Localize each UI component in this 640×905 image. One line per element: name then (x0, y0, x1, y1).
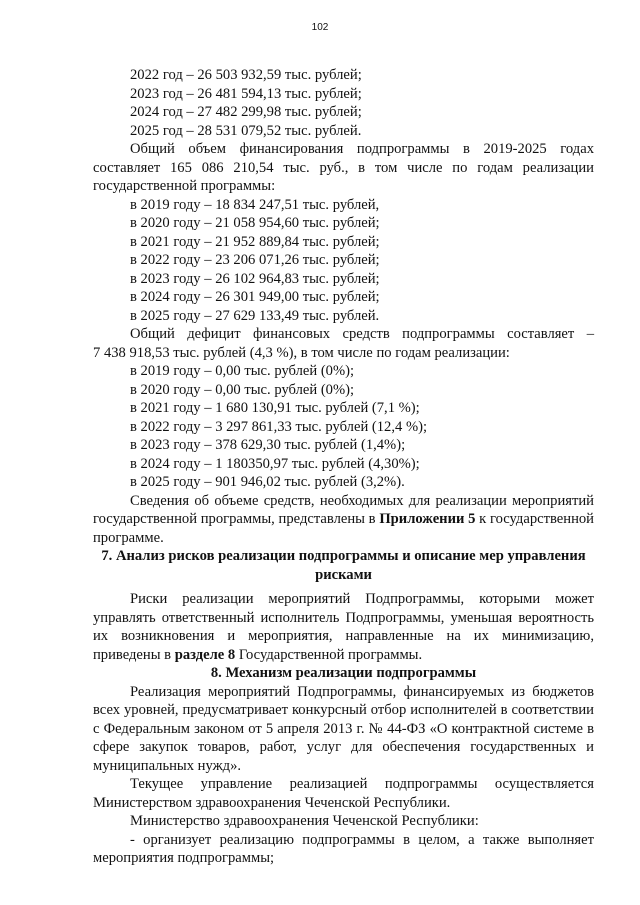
list-item: в 2021 году – 21 952 889,84 тыс. рублей; (130, 233, 380, 250)
text-line: Общий объем финансирования подпрограммы в 2019-2025 годах (130, 141, 594, 157)
list-item: 2025 год – 28 531 079,52 тыс. рублей. (130, 122, 362, 139)
section-reference: разделе 8 (174, 646, 236, 663)
info-paragraph (93, 492, 594, 548)
section-7-text-after: Государственной программы. (235, 646, 423, 663)
page-number: 102 (311, 22, 329, 33)
list-item: в 2021 году – 1 680 130,91 тыс. рублей (7,1 %); (130, 400, 420, 416)
section-7-paragraph (93, 590, 594, 664)
section-8-paragraph-2: Текущее управление реализацией подпрограммы осуществляется Министерством здравоохранения Чеченской Республики. (93, 776, 594, 811)
list-item: в 2023 году – 26 102 964,83 тыс. рублей; (130, 270, 380, 287)
list-item: 2022 год – 26 503 932,59 тыс. рублей; (130, 67, 362, 83)
list-item: в 2025 году – 901 946,02 тыс. рублей (3,2%). (130, 474, 405, 490)
section-8-heading: 8. Механизм реализации подпрограммы (210, 665, 477, 681)
list-item: в 2025 году – 27 629 133,49 тыс. рублей. (130, 307, 380, 324)
info-text-after: к государственной программе. (93, 511, 594, 546)
text-line: составляет 165 086 210,54 тыс. руб., в том числе по годам реализации (93, 159, 594, 176)
section-7-heading: 7. Анализ рисков реализации подпрограммы и описание мер управления рисками (101, 548, 586, 583)
list-item: в 2023 году – 378 629,30 тыс. рублей (1,4%); (130, 437, 406, 453)
text-line: государственной программы: (93, 178, 276, 194)
text-line: Общий дефицит финансовых средств подпрограммы составляет – (130, 326, 594, 342)
list-item: 2023 год – 26 481 594,13 тыс. рублей; (130, 85, 362, 102)
total-financing-paragraph (93, 140, 594, 196)
list-item: в 2022 году – 23 206 071,26 тыс. рублей; (130, 252, 380, 268)
section-8-paragraph-4: - организует реализацию подпрограммы в целом, а также выполняет мероприятия подпрограммы; (93, 831, 594, 866)
text-line: 7 438 918,53 тыс. рублей (4,3 %), в том числе по годам реализации: (93, 344, 510, 361)
section-8-paragraph-1: Реализация мероприятий Подпрограммы, финансируемых из бюджетов всех уровней, предусматривает конкурсный отбор исполнителей в соответствии с Федеральным законом от 5 апреля 2013 г. № 44-ФЗ «О контрактной системе в сфере закупок товаров, работ, услуг для обеспечения государственных и муниципальных нужд». (93, 683, 594, 774)
years-list-1 (93, 66, 594, 140)
info-text-before: Сведения об объеме средств, необходимых для реализации мероприятий государственной программы, представлены в (93, 492, 594, 527)
deficit-paragraph (93, 325, 594, 362)
list-item: в 2020 году – 0,00 тыс. рублей (0%); (130, 381, 355, 398)
years-list-3 (93, 362, 594, 492)
list-item: в 2019 году – 0,00 тыс. рублей (0%); (130, 363, 355, 379)
section-7-text-before: Риски реализации мероприятий Подпрограммы, которыми может управлять ответственный исполнитель Подпрограммы, уменьшая вероятность их возникновения и мероприятия, направленные на их минимизацию, приведены в (93, 591, 594, 663)
list-item: в 2024 году – 1 180350,97 тыс. рублей (4,30%); (130, 455, 420, 472)
document-body (93, 66, 594, 868)
list-item: в 2019 году – 18 834 247,51 тыс. рублей, (130, 196, 380, 213)
appendix-reference: Приложении 5 (379, 511, 476, 527)
section-8-paragraph-3: Министерство здравоохранения Чеченской Республики: (130, 813, 479, 829)
list-item: в 2020 году – 21 058 954,60 тыс. рублей; (130, 215, 380, 231)
list-item: в 2024 году – 26 301 949,00 тыс. рублей; (130, 289, 380, 305)
list-item: в 2022 году – 3 297 861,33 тыс. рублей (12,4 %); (130, 418, 428, 435)
list-item: 2024 год – 27 482 299,98 тыс. рублей; (130, 104, 362, 120)
years-list-2 (93, 196, 594, 326)
